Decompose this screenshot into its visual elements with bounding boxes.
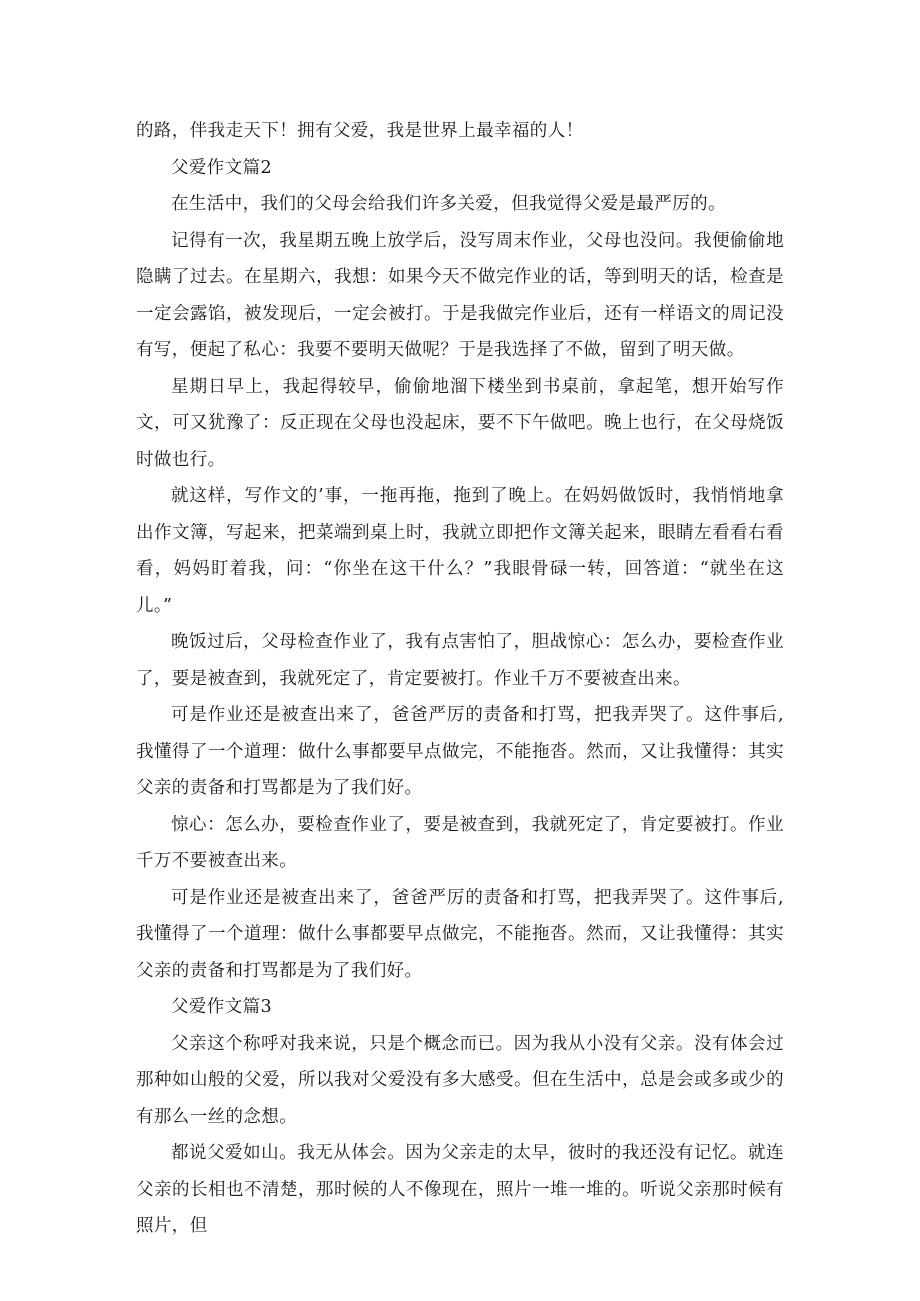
paragraph: 在生活中，我们的父母会给我们许多关爱，但我觉得父爱是最严厉的。 (171, 194, 726, 214)
section-heading-2: 父爱作文篇2 (171, 157, 273, 178)
paragraph: 就这样，写作文的’事，一拖再拖，拖到了晚上。在妈妈做饭时，我悄悄地拿出作文簿，写起来，把菜端到桌上时，我就立即把作文簿关起来，眼睛左看看右看看，妈妈盯着我，问：“你坐在这干什么？”我眼骨碌一转，回答道：“就坐在这儿。” (136, 486, 784, 616)
paragraph: 都说父爱如山。我无从体会。因为父亲走的太早，彼时的我还没有记忆。就连父亲的长相也不清楚，那时候的人不像现在，照片一堆一堆的。听说父亲那时候有照片，但 (136, 1143, 784, 1236)
essay-text (136, 113, 784, 1245)
paragraph-continuation: 的路，伴我走天下！拥有父爱，我是世界上最幸福的人！ (136, 121, 584, 141)
section-heading-3: 父爱作文篇3 (171, 997, 273, 1017)
paragraph: 星期日早上，我起得较早，偷偷地溜下楼坐到书桌前，拿起笔，想开始写作文，可又犹豫了：反正现在父母也没起床，要不下午做吧。晚上也行，在父母烧饭时做也行。 (136, 376, 784, 470)
paragraph: 可是作业还是被查出来了，爸爸严厉的责备和打骂，把我弄哭了。这件事后,我懂得了一个道理：做什么事都要早点做完，不能拖沓。然而，又让我懂得：其实父亲的责备和打骂都是为了我们好。 (136, 887, 784, 981)
paragraph: 惊心：怎么办，要检查作业了，要是被查到，我就死定了，肯定要被打。作业千万不要被查出来。 (136, 814, 784, 871)
paragraph: 晚饭过后，父母检查作业了，我有点害怕了，胆战惊心：怎么办，要检查作业了，要是被查到，我就死定了，肯定要被打。作业千万不要被查出来。 (136, 632, 784, 689)
paragraph: 记得有一次，我星期五晚上放学后，没写周末作业，父母也没问。我便偷偷地隐瞒了过去。在星期六，我想：如果今天不做完作业的话，等到明天的话，检查是一定会露馅，被发现后，一定会被打。于是我做完作业后，还有一样语文的周记没有写，便起了私心：我要不要明天做呢？于是我选择了不做，留到了明天做。 (136, 230, 784, 360)
paragraph: 父亲这个称呼对我来说，只是个概念而已。因为我从小没有父亲。没有体会过那种如山般的父爱，所以我对父爱没有多大感受。但在生活中，总是会或多或少的有那么一丝的念想。 (136, 1033, 784, 1127)
paragraph: 可是作业还是被查出来了，爸爸严厉的责备和打骂，把我弄哭了。这件事后,我懂得了一个道理：做什么事都要早点做完，不能拖沓。然而，又让我懂得：其实父亲的责备和打骂都是为了我们好。 (136, 705, 784, 798)
